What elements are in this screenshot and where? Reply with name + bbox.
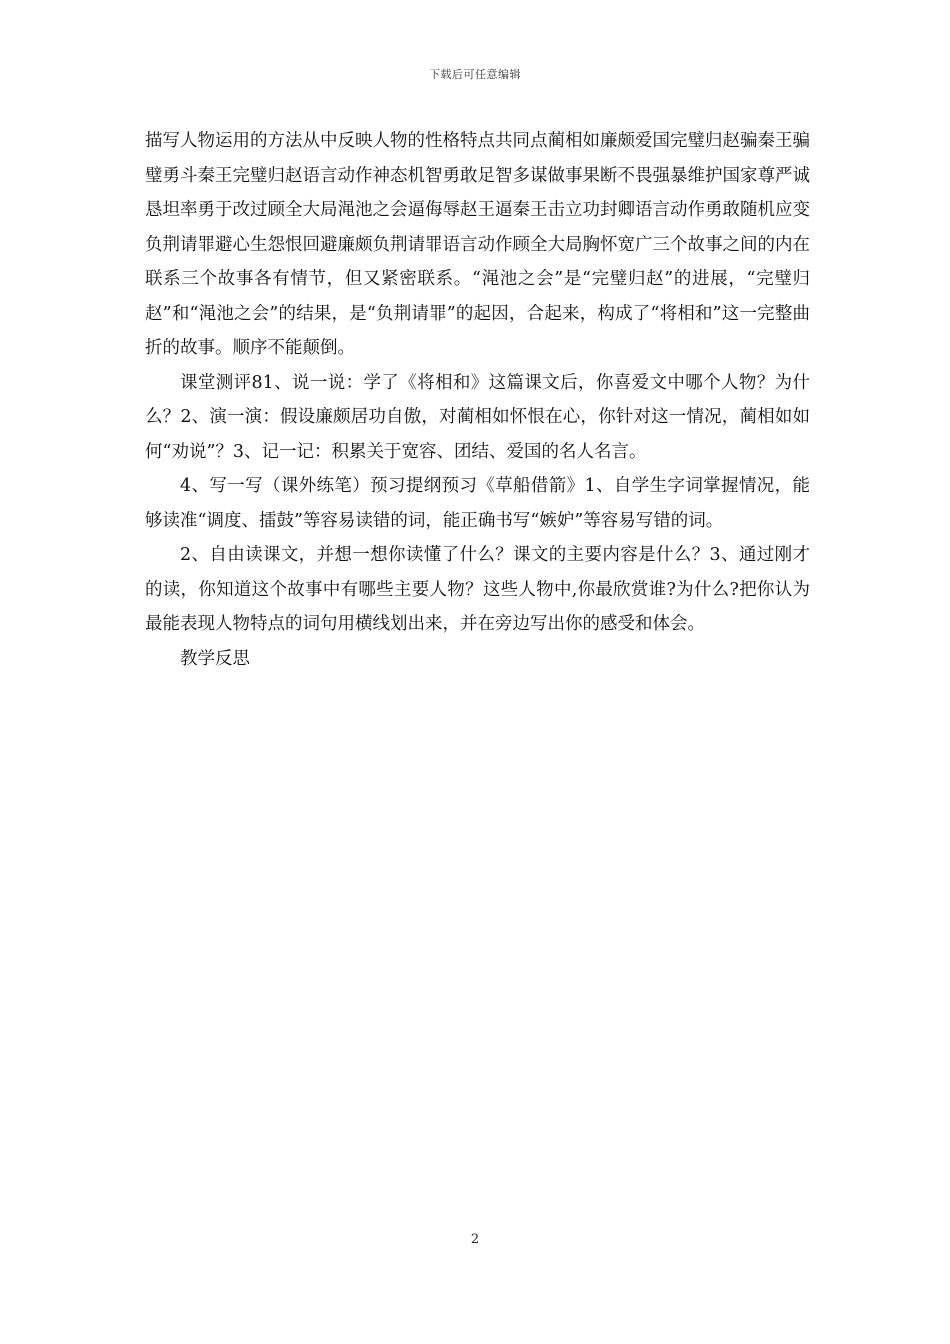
paragraph-classroom-assessment: 课堂测评81、说一说：学了《将相和》这篇课文后，你喜爱文中哪个人物？为什么？2、演一演：假设廉颇居功自傲，对蔺相如怀恨在心，你针对这一情况，蔺相如如何“劝说”？3、记一记：积累关于宽容、团结、爱国的名人名言。 [145, 372, 810, 462]
page-header: 下载后可任意编辑 [429, 68, 521, 81]
paragraph-preview-outline: 4、写一写（课外练笔）预习提纲预习《草船借箭》1、自学生字词掌握情况，能够读准“调度、擂鼓”等容易读错的词，能正确书写“嫉妒”等容易写错的词。 [145, 476, 810, 531]
paragraph-teaching-reflection: 教学反思 [180, 648, 250, 669]
page-number: 2 [470, 1232, 480, 1247]
paragraph-reading-task: 2、自由读课文，并想一想你读懂了什么？课文的主要内容是什么？3、通过刚才的读，你知道这个故事中有哪些主要人物？这些人物中,你最欣赏谁?为什么?把你认为最能表现人物特点的词句用横线划出来，并在旁边写出你的感受和体会。 [145, 545, 810, 634]
document-body [145, 124, 810, 676]
paragraph-character-analysis: 描写人物运用的方法从中反映人物的性格特点共同点蔺相如廉颇爱国完璧归赵骗秦王骗璧勇斗秦王完璧归赵语言动作神态机智勇敢足智多谋做事果断不畏强暴维护国家尊严诚恳坦率勇于改过顾全大局渑池之会逼侮辱赵王逼秦王击立功封卿语言动作勇敢随机应变负荆请罪避心生怨恨回避廉颇负荆请罪语言动作顾全大局胸怀宽广三个故事之间的内在联系三个故事各有情节，但又紧密联系。“渑池之会”是“完璧归赵”的进展，“完璧归赵”和“渑池之会”的结果，是“负荆请罪”的起因，合起来，构成了“将相和”这一完整曲折的故事。顺序不能颠倒。 [145, 131, 810, 358]
